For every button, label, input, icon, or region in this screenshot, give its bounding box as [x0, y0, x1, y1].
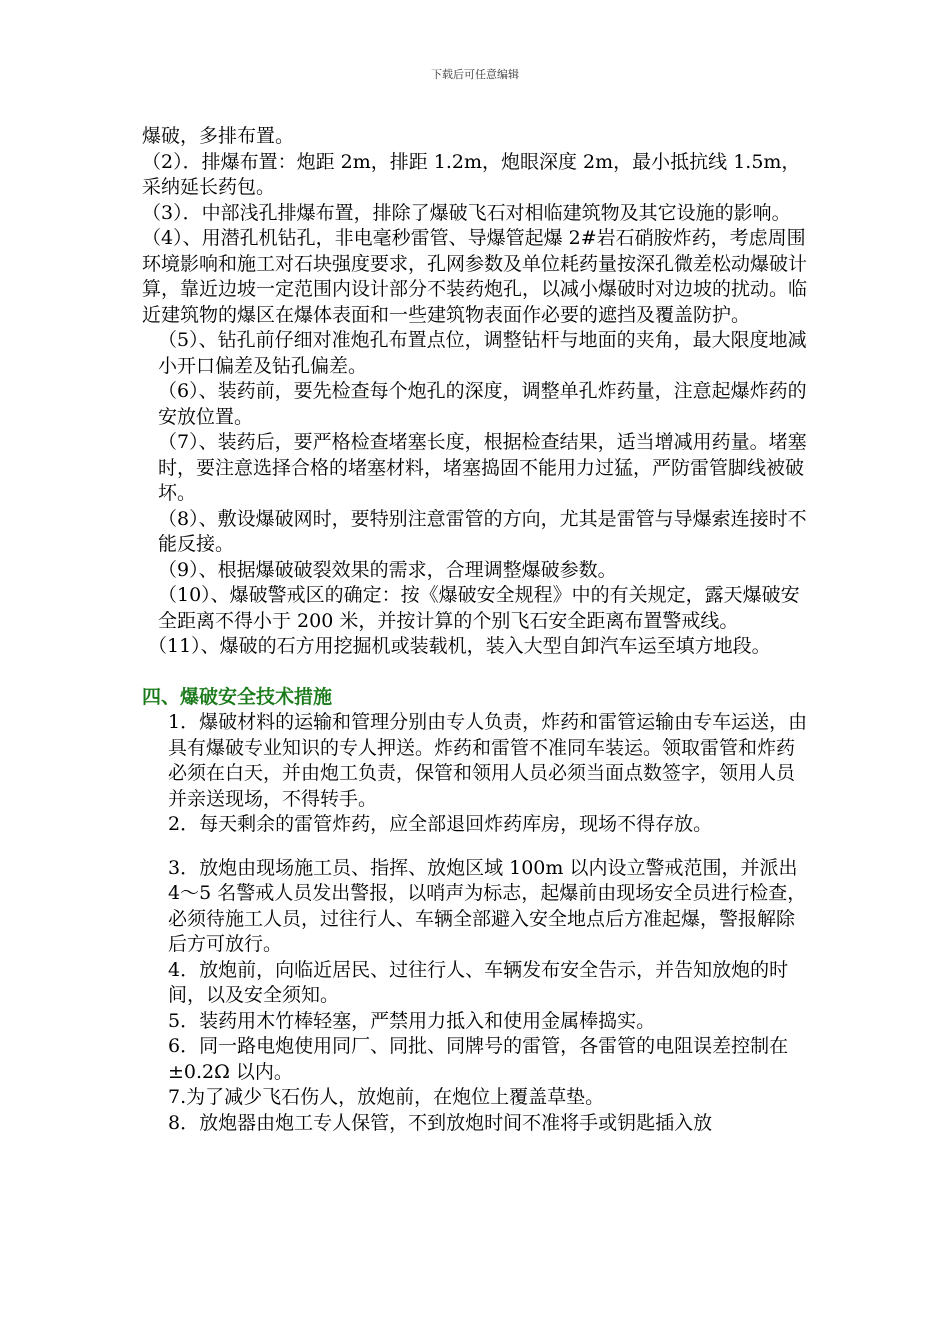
paragraph: 3．放炮由现场施工员、指挥、放炮区域 100m 以内设立警戒范围，并派出 4～5 名警戒人员发出警报，以哨声为标志，起爆前由现场安全员进行检查，必须待施工人员，过往行人、车辆全部避入安全地点后方准起爆，警报解除后方可放行。 [168, 856, 807, 955]
paragraph: （6）、装药前，要先检查每个炮孔的深度，调整单孔炸药量，注意起爆炸药的安放位置。 [158, 380, 807, 428]
paragraph: （2）．排爆布置：炮距 2m，排距 1.2m，炮眼深度 2m，最小抵抗线 1.5m，采纳延长药包。 [142, 150, 801, 198]
paragraph: 爆破，多排布置。 [142, 125, 295, 147]
paragraph: （5）、钻孔前仔细对准炮孔布置点位，调整钻杆与地面的夹角，最大限度地减小开口偏差及钻孔偏差。 [158, 329, 807, 377]
paragraph: 6．同一路电炮使用同厂、同批、同牌号的雷管，各雷管的电阻误差控制在±0.2Ω 以内。 [168, 1035, 789, 1083]
paragraph: （9）、根据爆破破裂效果的需求，合理调整爆破参数。 [158, 558, 617, 581]
paragraph: 4．放炮前，向临近居民、过往行人、车辆发布安全告示，并告知放炮的时间，以及安全须知。 [168, 958, 789, 1006]
section-heading: 四、爆破安全技术措施 [142, 685, 333, 708]
paragraph: （7）、装药后，要严格检查堵塞长度，根据检查结果，适当增减用药量。堵塞时，要注意选择合格的堵塞材料，堵塞捣固不能用力过猛，严防雷管脚线被破坏。 [158, 431, 807, 504]
paragraph: （4）、用潜孔机钻孔，非电毫秒雷管、导爆管起爆 2#岩石硝胺炸药，考虑周围环境影响和施工对石块强度要求，孔网参数及单位耗药量按深孔微差松动爆破计算，靠近边坡一定范围内设计部分不装药炮孔，以减小爆破时对边坡的扰动。临近建筑物的爆区在爆体表面和一些建筑物表面作必要的遮挡及覆盖防护。 [142, 227, 808, 326]
paragraph: （3）．中部浅孔排爆布置，排除了爆破飞石对相临建筑物及其它设施的影响。 [142, 201, 791, 224]
paragraph: （10）、爆破警戒区的确定：按《爆破安全规程》中的有关规定，露天爆破安全距离不得小于 200 米，并按计算的个别飞石安全距离布置警戒线。 [158, 584, 800, 632]
paragraph: （11）、爆破的石方用挖掘机或装载机，装入大型自卸汽车运至填方地段。 [148, 635, 771, 657]
paragraph: （8）、敷设爆破网时，要特别注意雷管的方向，尤其是雷管与导爆索连接时不能反接。 [158, 507, 807, 555]
paragraph: 2．每天剩余的雷管炸药，应全部退回炸药库房，现场不得存放。 [168, 813, 713, 835]
paragraph: 8．放炮器由炮工专人保管，不到放炮时间不准将手或钥匙插入放 [168, 1111, 713, 1134]
paragraph: 5．装药用木竹棒轻塞，严禁用力抵入和使用金属棒捣实。 [168, 1009, 656, 1032]
paragraph: 1．爆破材料的运输和管理分别由专人负责，炸药和雷管运输由专车运送，由具有爆破专业知识的专人押送。炸药和雷管不准同车装运。领取雷管和炸药必须在白天，并由炮工负责，保管和领用人员必须当面点数签字，领用人员并亲送现场，不得转手。 [168, 711, 808, 810]
page-header: 下载后可任意编辑 [431, 68, 519, 81]
paragraph: 7.为了减少飞石伤人，放炮前，在炮位上覆盖草垫。 [168, 1086, 605, 1108]
spacer [142, 660, 810, 685]
spacer [142, 838, 810, 856]
document-body [142, 124, 810, 1136]
